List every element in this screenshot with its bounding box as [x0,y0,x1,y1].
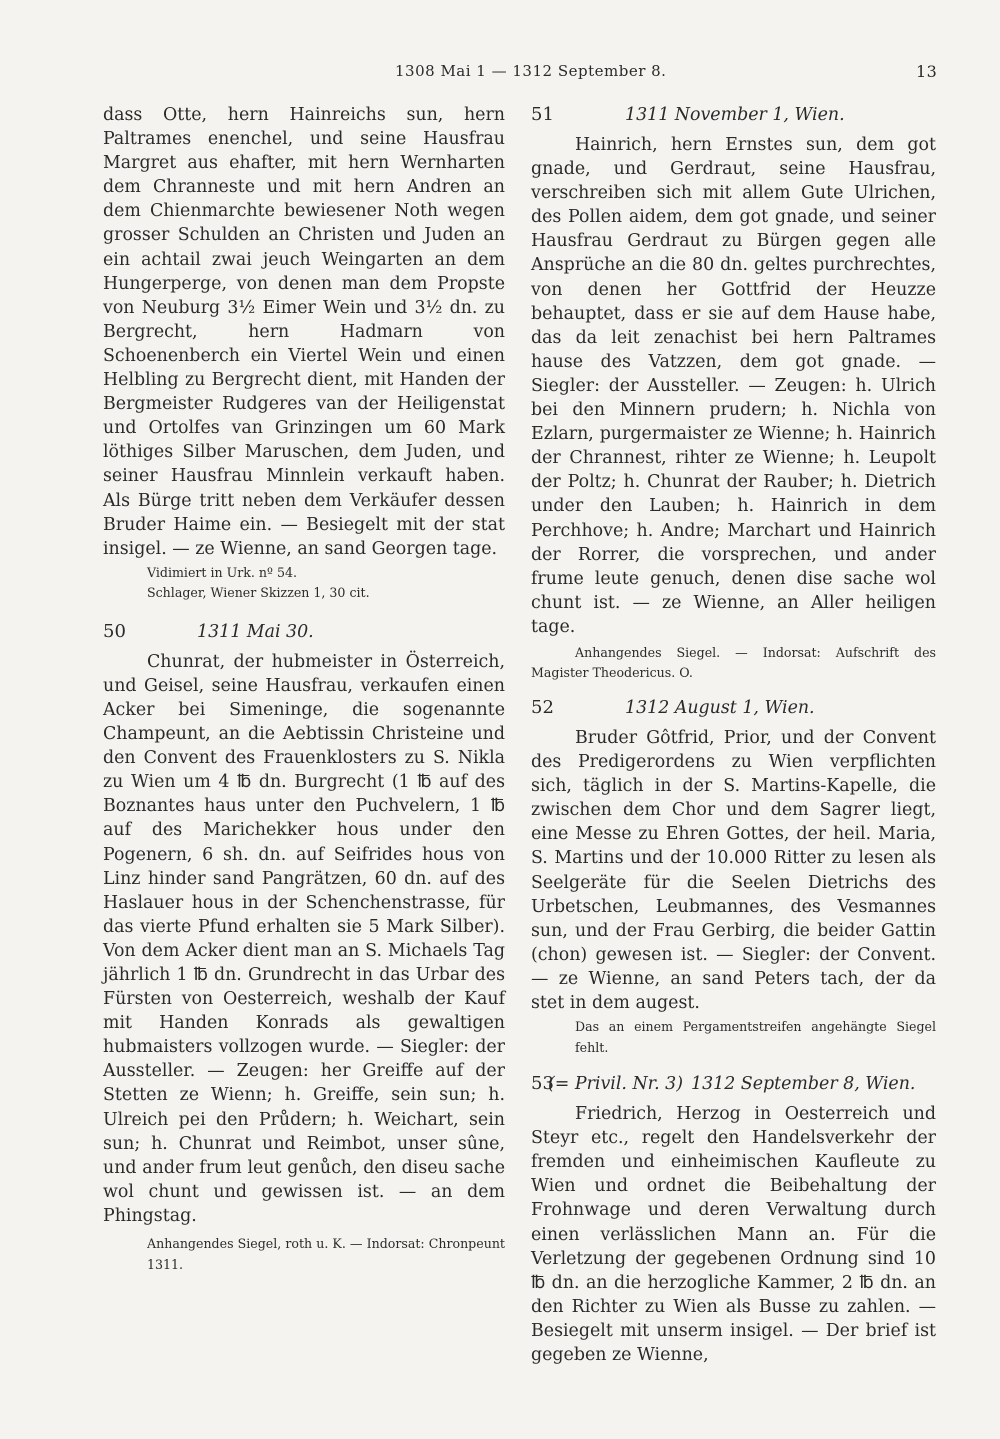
entry-51-note: Anhangendes Siegel. — Indorsat: Aufschrift des Magister Theodericus. O. [531,644,936,681]
entry-53-text: Friedrich, Herzog in Oesterreich und Steyr etc., regelt den Handelsverkehr der fremden und einheimischen Kaufleute zu Wien und ordnet die Beibehaltung der Frohnwage und deren Verwaltung durch einen verlässlichen Mann an. Für die Verletzung der gegebenen Ordnung sind 10 ℔ dn. an die herzogliche Kammer, 2 ℔ dn. an den Richter zu Wien als Busse zu zahlen. — Besiegelt mit unserm insigel. — Der brief ist gegeben ze Wienne, [531,1104,936,1366]
entry-number: 53 [531,1073,554,1095]
running-head [0,62,1000,86]
entry-date: 1312 September 8, Wien. [691,1074,916,1095]
entry-53-heading [531,1072,936,1098]
entry-50-heading [103,620,505,646]
right-column [531,103,936,1367]
continued-entry-note-2: Schlager, Wiener Skizzen 1, 30 cit. [147,585,370,601]
left-column [103,103,505,1275]
entry-52-text: Bruder Gôtfrid, Prior, und der Convent des Predigerordens zu Wien verpflichten sich, täglich in der S. Martins-Kapelle, die zwischen dem Chor und dem Sagrer liegt, eine Messe zu Ehren Gottes, der heil. Maria, S. Martins und der 10.000 Ritter zu lesen als Seelgeräte für die Seelen Dietrichs des Urbetschen, Leubmannes, des Vesmannes sun, und der Frau Gerbirg, die beider Gattin (chon) gewesen ist. — Siegler: der Convent. — ze Wienne, an sand Peters tach, der da stet in dem augest. [531,727,936,1013]
page-number: 13 [916,62,938,81]
running-head-dates: 1308 Mai 1 — 1312 September 8. [395,62,667,80]
entry-date: 1311 Mai 30. [197,621,314,642]
entry-51-heading [531,103,936,129]
entry-number: 51 [531,104,554,125]
entry-date: 1311 November 1, Wien. [625,105,845,125]
continued-entry-text: dass Otte, hern Hainreichs sun, hern Paltrames enenchel, und seine Hausfrau Margret aus ehafter, mit hern Wernharten dem Chranneste und mit hern Andren an dem Chienmarchte bewiesener Noth wegen grosser Schulden an Christen und Juden an ein achtail zwai jeuch Weingarten an dem Hungerperge, von denen man dem Propste von Neuburg 3½ Eimer Wein und 3½ dn. zu Bergrecht, hern Hadmarn von Schoenenberch ein Viertel Wein und einen Helbling zu Bergrecht dient, mit Handen der Bergmeister Rudgeres van der Heiligenstat und Ortolfes van Grinzingen um 60 Mark löthiges Silber Maruschen, dem Juden, und seiner Hausfrau Minnlein verkauft haben. Als Bürge tritt neben dem Verkäufer dessen Bruder Haime ein. — Besiegelt mit der stat insigel. — ze Wienne, an sand Georgen tage. [103,105,505,559]
entry-51-text: Hainrich, hern Ernstes sun, dem got gnade, und Gerdraut, seine Hausfrau, verschreiben sich mit allem Gute Ulrichen, des Pollen aidem, dem got gnade, und seiner Hausfrau Gerdraut zu Bürgen gegen alle Ansprüche an die 80 dn. geltes purchrechtes, von denen her Gottfrid der Heuzze behauptet, dass er sie auf dem Hause habe, das da leit zenachist bei hern Paltrames hause des Vatzzen, dem got gnade. — Siegler: der Aussteller. — Zeugen: h. Ulrich bei den Minnern prudern; h. Nichla von Ezlarn, purgermaister ze Wienne; h. Hainrich der Chrannest, rihter ze Wienne; h. Leupolt der Poltz; h. Chunrat der Rauber; h. Dietrich under den Lauben; h. Hainrich in dem Perchhove; h. Andre; Marchart und Hainrich der Rorrer, die vorsprechen, und ander frume leute genuch, denen dise sache wol chunt ist. — ze Wienne, an Aller heiligen tage. [531,135,936,637]
entry-privilege-ref: (= Privil. Nr. 3) [548,1074,683,1095]
entry-52-note: Das an einem Pergamentstreifen angehängte Siegel fehlt. [575,1019,936,1055]
continued-entry-note-1: Vidimiert in Urk. nº 54. [147,564,297,580]
entry-number: 52 [531,696,554,718]
entry-50-text: Chunrat, der hubmeister in Österreich, und Geisel, seine Hausfrau, verkaufen einen Acker bei Simeninge, die sogenannte Champeunt, an die Aebtissin Christeine und den Convent des Frauenklosters zu S. Nikla zu Wien um 4 ℔ dn. Burgrecht (1 ℔ auf des Boznantes haus unter den Puchvelern, 1 ℔ auf des Marichekker hous under den Pogenern, 6 sh. dn. auf Seifrides hous von Linz hinder sand Pangrätzen, 60 dn. auf des Haslauer hous in der Schenchenstrasse, für das vierte Pfund erhalten sie 5 Mark Silber). Von dem Acker dient man an S. Michaels Tag jährlich 1 ℔ dn. Grundrecht in das Urbar des Fürsten von Oesterreich, weshalb der Kauf mit Handen Konrads als gewaltigen hubmaisters vollzogen wurde. — Siegler: der Aussteller. — Zeugen: her Greiffe auf der Stetten ze Wienn; h. Greiffe, sein sun; h. Ulreich pei den Průdern; h. Weichart, sein sun; h. Chunrat und Reimbot, unser sûne, und ander frum leut genůch, den diseu sache wol chunt und gewissen ist. — an dem Phingstag. [103,651,505,1226]
entry-50-note: Anhangendes Siegel, roth u. K. — Indorsat: Chronpeunt 1311. [147,1236,505,1272]
entry-number: 50 [103,620,126,642]
entry-52-heading [531,696,936,722]
entry-date: 1312 August 1, Wien. [625,697,815,718]
